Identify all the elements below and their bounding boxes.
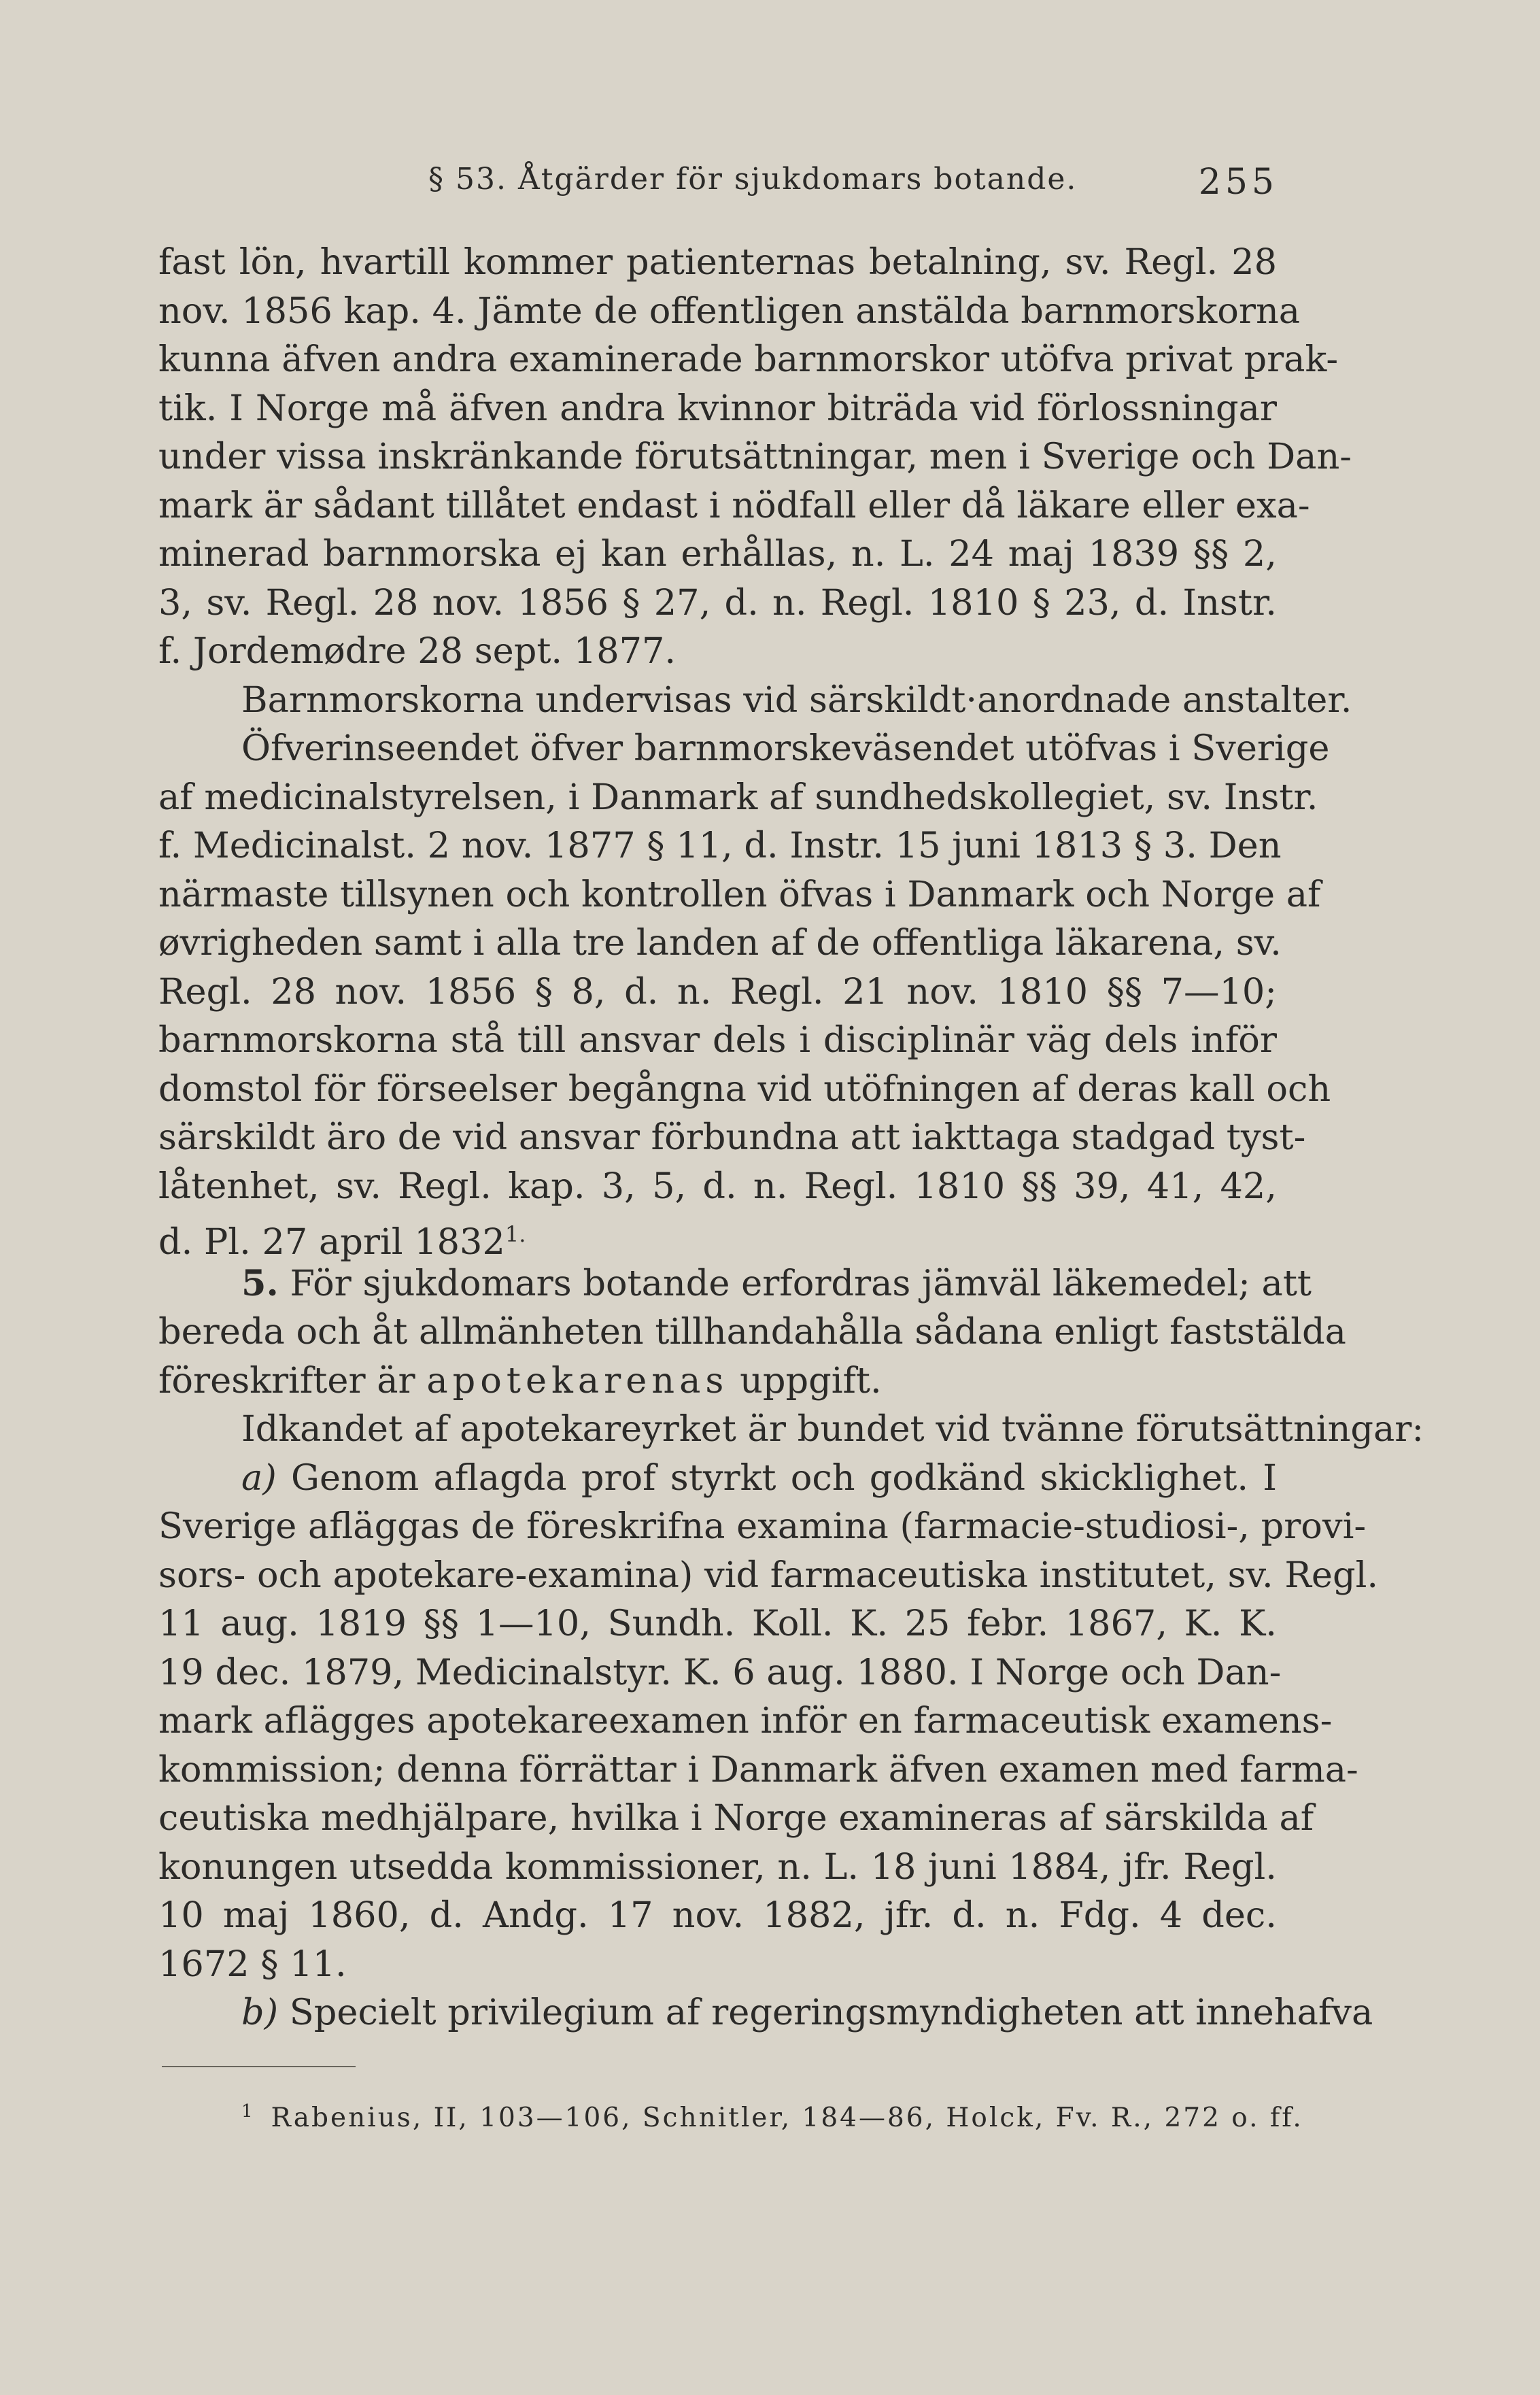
text-line: nov. 1856 kap. 4. Jämte de offentligen anstälda barnmorskorna xyxy=(158,290,1301,332)
text-line: minerad barnmorska ej kan erhållas, n. L. 24 maj 1839 §§ 2, xyxy=(158,533,1277,575)
text-line: Barnmorskorna undervisas vid särskildt·anordnade anstalter. xyxy=(241,679,1352,721)
text-line: tik. I Norge må äfven andra kvinnor biträda vid förlossningar xyxy=(158,387,1277,429)
text-line: särskildt äro de vid ansvar förbundna att iakttaga stadgad tyst- xyxy=(158,1117,1306,1158)
text-line: 10 maj 1860, d. Andg. 17 nov. 1882, jfr. d. n. Fdg. 4 dec. xyxy=(158,1895,1277,1936)
footnote-reference: 1. xyxy=(504,1221,526,1247)
text-line: ceutiska medhjälpare, hvilka i Norge examineras af särskilda af xyxy=(158,1797,1314,1839)
text-line: Öfverinseendet öfver barnmorskeväsendet utöfvas i Sverige xyxy=(241,728,1330,769)
emphasized-term: apotekarenas xyxy=(426,1359,729,1402)
section-title: § 53. Åtgärder för sjukdomars botande. xyxy=(428,162,1078,197)
running-header xyxy=(428,162,1278,203)
item-label: a) xyxy=(241,1457,277,1499)
item-label: b) xyxy=(241,1992,279,2033)
text-line: 1672 § 11. xyxy=(158,1943,347,1985)
text-line: sors- och apotekare-examina) vid farmaceutiska institutet, sv. Regl. xyxy=(158,1554,1379,1596)
footnote xyxy=(241,2101,1303,2133)
text-line: 11 aug. 1819 §§ 1—10, Sundh. Koll. K. 25 febr. 1867, K. K. xyxy=(158,1603,1277,1644)
text-line: mark aflägges apotekareexamen inför en farmaceutisk examens- xyxy=(158,1700,1333,1742)
text-line: under vissa inskränkande förutsättningar, men i Sverige och Dan- xyxy=(158,436,1352,477)
text-line: af medicinalstyrelsen, i Danmark af sundhedskollegiet, sv. Instr. xyxy=(158,776,1318,818)
item-number: 5. xyxy=(241,1262,279,1304)
text-line: mark är sådant tillåtet endast i nödfall eller då läkare eller exa- xyxy=(158,484,1310,526)
text-line: 3, sv. Regl. 28 nov. 1856 § 27, d. n. Regl. 1810 § 23, d. Instr. xyxy=(158,581,1277,624)
text-line: kunna äfven andra examinerade barnmorskor utöfva privat prak- xyxy=(158,339,1339,380)
text-line xyxy=(158,1210,1277,1263)
text-line-content: Specielt privilegium af regeringsmyndigheten att innehafva xyxy=(289,1992,1373,2033)
text-line: låtenhet, sv. Regl. kap. 3, 5, d. n. Regl. 1810 §§ 39, 41, 42, xyxy=(158,1165,1277,1207)
text-line: øvrigheden samt i alla tre landen af de offentliga läkarena, sv. xyxy=(158,922,1282,964)
text-line xyxy=(158,1988,1373,2037)
text-line: Idkandet af apotekareyrket är bundet vid tvänne förutsättningar: xyxy=(241,1408,1424,1450)
footnote-marker: 1 xyxy=(241,2101,255,2122)
text-line: barnmorskorna stå till ansvar dels i disciplinär väg dels inför xyxy=(158,1019,1277,1061)
text-line xyxy=(158,1357,1277,1406)
footnote-divider xyxy=(162,2066,356,2067)
text-line-content: För sjukdomars botande erfordras jämväl läkemedel; att xyxy=(290,1262,1312,1304)
text-line-content: uppgift. xyxy=(740,1359,882,1402)
text-line: bereda och åt allmänheten tillhandahålla sådana enligt faststälda xyxy=(158,1311,1346,1353)
text-line: konungen utsedda kommissioner, n. L. 18 juni 1884, jfr. Regl. xyxy=(158,1846,1277,1888)
text-line: närmaste tillsynen och kontrollen öfvas i Danmark och Norge af xyxy=(158,873,1321,915)
text-line: Regl. 28 nov. 1856 § 8, d. n. Regl. 21 nov. 1810 §§ 7—10; xyxy=(158,970,1277,1013)
page-number: 255 xyxy=(1198,162,1278,203)
text-line-content: föreskrifter är xyxy=(158,1359,415,1402)
text-line: 19 dec. 1879, Medicinalstyr. K. 6 aug. 1880. I Norge och Dan- xyxy=(158,1651,1282,1693)
text-line: Sverige afläggas de föreskrifna examina (farmacie-studiosi-, provi- xyxy=(158,1506,1367,1547)
text-line: domstol för förseelser begångna vid utöfningen af deras kall och xyxy=(158,1068,1331,1110)
text-line: kommission; denna förrättar i Danmark äfven examen med farma- xyxy=(158,1748,1358,1790)
text-line-content: Genom aflagda prof styrkt och godkänd skicklighet. I xyxy=(291,1457,1277,1499)
text-line xyxy=(158,1259,1312,1308)
text-line xyxy=(158,1454,1277,1503)
body-text xyxy=(158,238,1424,2037)
text-line: f. Jordemødre 28 sept. 1877. xyxy=(158,630,677,672)
text-line: fast lön, hvartill kommer patienternas betalning, sv. Regl. 28 xyxy=(158,241,1277,283)
footnote-text: Rabenius, II, 103—106, Schnitler, 184—86, Holck, Fv. R., 272 o. ff. xyxy=(271,2103,1303,2133)
text-line: f. Medicinalst. 2 nov. 1877 § 11, d. Instr. 15 juni 1813 § 3. Den xyxy=(158,825,1282,866)
text-line-content: d. Pl. 27 april 1832 xyxy=(158,1221,505,1263)
